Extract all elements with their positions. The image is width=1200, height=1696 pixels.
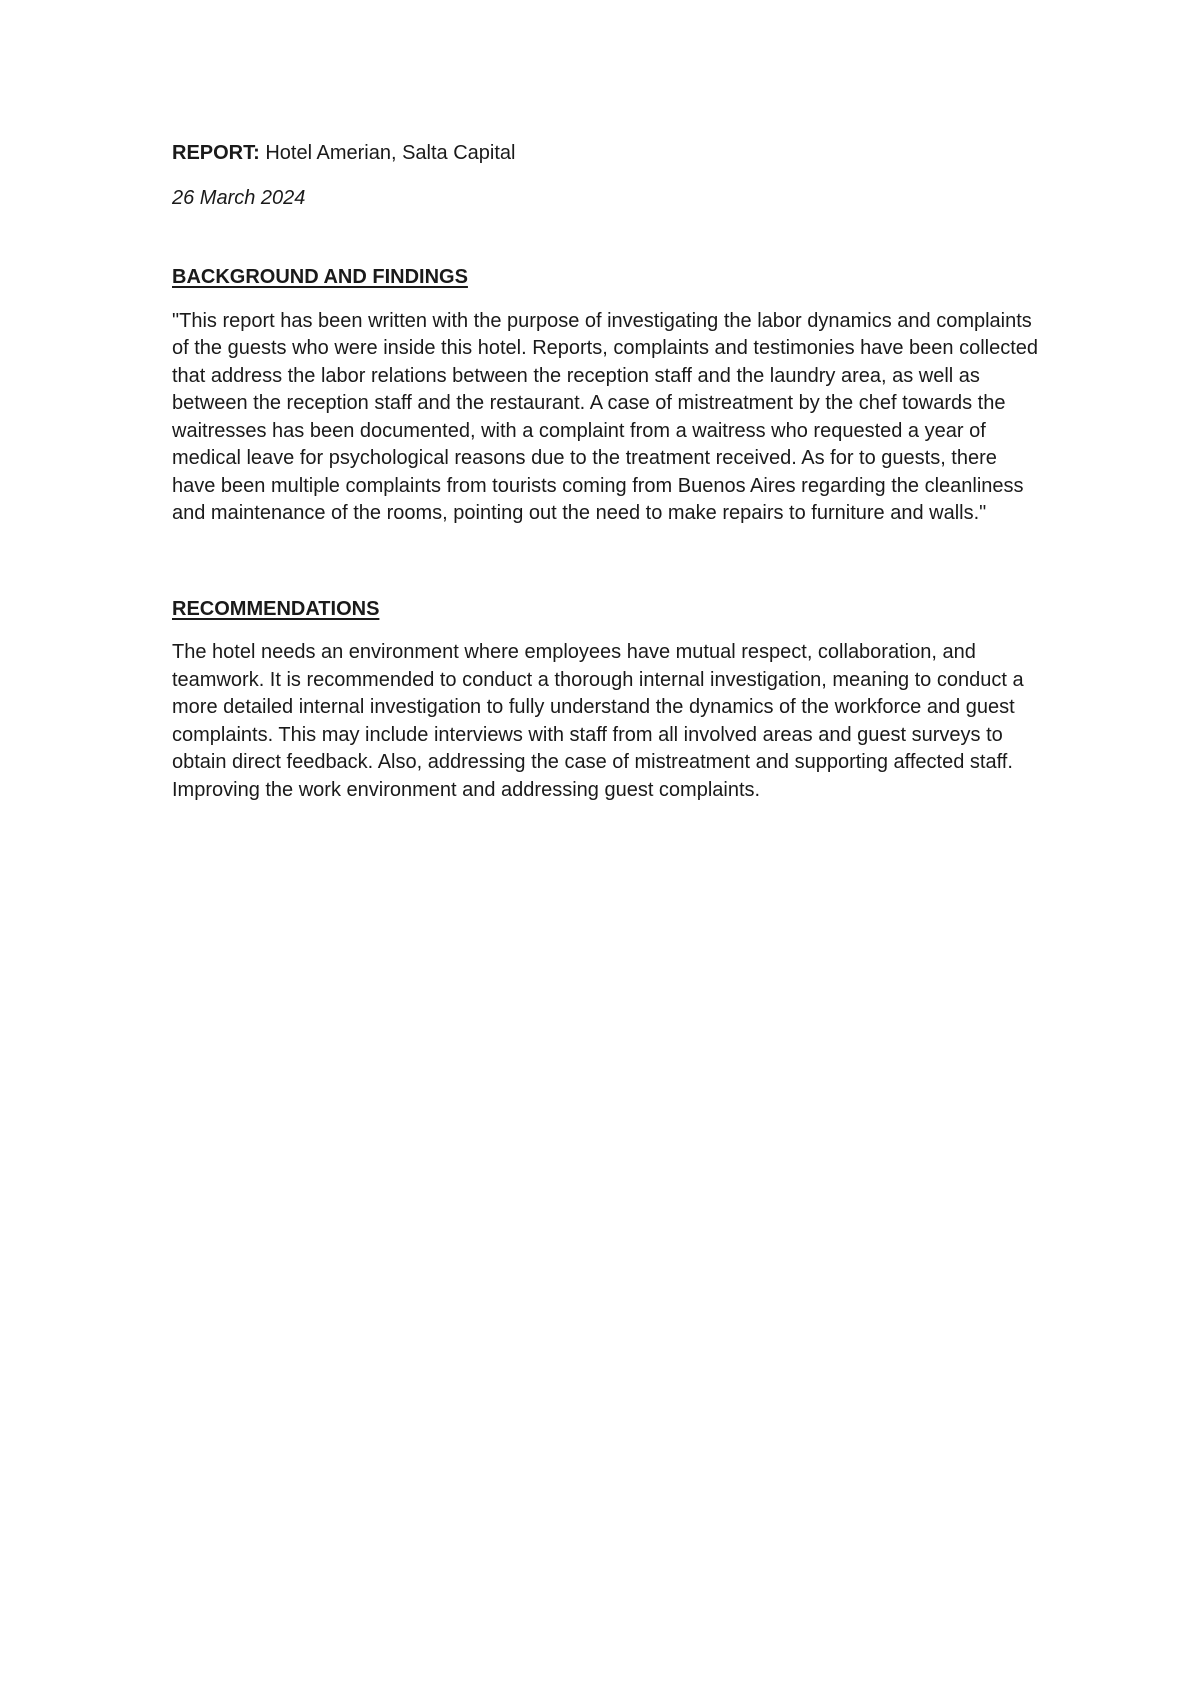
document-content <box>172 140 1052 804</box>
background-findings-body: "This report has been written with the purpose of investigating the labor dynamics and complaints of the guests who were inside this hotel. Reports, complaints and testimonies have been collected that address the labor relations between the reception staff and the laundry area, as well as between the reception staff and the restaurant. A case of mistreatment by the chef towards the waitresses has been documented, with a complaint from a waitress who requested a year of medical leave for psychological reasons due to the treatment received. As for to guests, there have been multiple complaints from tourists coming from Buenos Aires regarding the cleanliness and maintenance of the rooms, pointing out the need to make repairs to furniture and walls." <box>172 309 1039 524</box>
report-title-line <box>172 140 1052 168</box>
recommendations-body: The hotel needs an environment where employees have mutual respect, collaboration, and teamwork. It is recommended to conduct a thorough internal investigation, meaning to conduct a more detailed internal investigation to fully understand the dynamics of the workforce and guest complaints. This may include interviews with staff from all involved areas and guest surveys to obtain direct feedback. Also, addressing the case of mistreatment and supporting affected staff. Improving the work environment and addressing guest complaints. <box>172 641 1024 801</box>
recommendations-heading: RECOMMENDATIONS <box>172 597 380 620</box>
report-label: REPORT: <box>172 142 260 164</box>
report-title: Hotel Amerian, Salta Capital <box>265 142 516 164</box>
report-date: 26 March 2024 <box>172 186 306 209</box>
background-findings-heading: BACKGROUND AND FINDINGS <box>172 266 468 288</box>
